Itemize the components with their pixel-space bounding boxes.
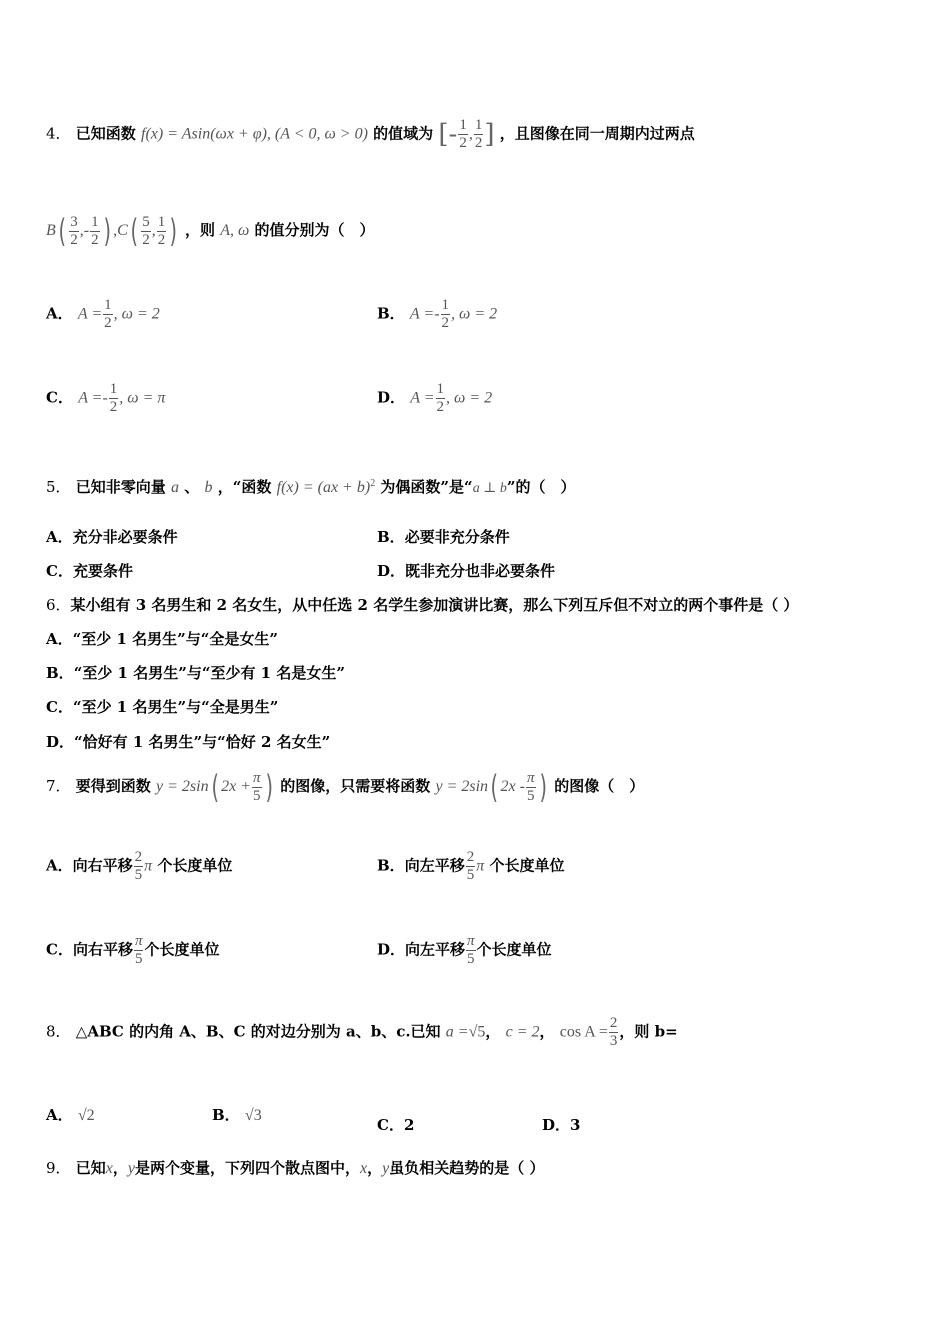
q6-option-a[interactable]: A．“至少 1 名男生”与“全是女生” <box>46 630 279 648</box>
q5-option-b[interactable]: B．必要非充分条件 <box>377 528 510 546</box>
question-4-stem: 4． 已知函数 f(x) = Asin(ωx + φ), (A < 0, ω > 0) 的值域为 [- $\frac{1}{2}$ , $\frac{1}{2}$ ] ，且图像在同一周期内过两点 <box>46 117 695 151</box>
q5-option-d[interactable]: D．既非充分也非必要条件 <box>377 562 556 580</box>
q8-option-a[interactable]: A． √2 <box>46 1106 95 1124</box>
q6-option-c[interactable]: C．“至少 1 名男生”与“全是男生” <box>46 698 279 716</box>
question-8-stem: 8． △ABC 的内角 A、B、C 的对边分别为 a、b、c.已知 a =√5， c = 2， cos A = $\frac{2}{3}$ ，则 b= <box>46 1015 678 1049</box>
q7-option-b[interactable]: B．向左平移 $\frac{2}{5}$ π 个长度单位 <box>377 849 565 883</box>
function-formula: f(x) = (ax + b) <box>276 479 371 496</box>
q5-option-a[interactable]: A．充分非必要条件 <box>46 528 178 546</box>
q6-option-d[interactable]: D．“恰好有 1 名男生”与“恰好 2 名女生” <box>46 733 331 751</box>
q7-option-c[interactable]: C．向右平移 $\frac{\pi}{5}$ 个长度单位 <box>46 933 220 967</box>
q4-option-b[interactable]: B． A =- $\frac{1}{2}$ , ω = 2 <box>377 297 498 331</box>
q8-option-d[interactable]: D．3 <box>542 1116 581 1134</box>
q8-option-b[interactable]: B． √3 <box>212 1106 262 1124</box>
question-5-stem: 5． 已知非零向量 a 、 b ，“函数 f(x) = (ax + b)$^2$ 为偶函数”是“a ⊥ b”的（ ） <box>46 478 576 496</box>
q4-option-c[interactable]: C． A =- $\frac{1}{2}$ , ω = π <box>46 381 166 415</box>
q4-option-d[interactable]: D． A = $\frac{1}{2}$ , ω = 2 <box>377 381 493 415</box>
question-4-points: B( $\frac{3}{2}$ ,- $\frac{1}{2}$ ) ,C( $\frac{5}{2}$ , $\frac{1}{2}$ ) ，则 A, ω 的值分别为（ ） <box>46 212 375 250</box>
q8-option-c[interactable]: C．2 <box>377 1116 415 1134</box>
q5-option-c[interactable]: C．充要条件 <box>46 562 133 580</box>
question-9-stem: 9． 已知x，y是两个变量，下列四个散点图中，x，y虽负相关趋势的是（ ） <box>46 1159 545 1177</box>
question-number: 4． <box>46 124 71 143</box>
q4-option-a[interactable]: A． A = $\frac{1}{2}$ , ω = 2 <box>46 297 160 331</box>
q7-option-a[interactable]: A．向右平移 $\frac{2}{5}$ π 个长度单位 <box>46 849 233 883</box>
function-formula: f(x) = Asin(ωx + φ), (A < 0, ω > 0) <box>141 125 368 143</box>
q7-option-d[interactable]: D．向左平移 $\frac{\pi}{5}$ 个长度单位 <box>377 933 552 967</box>
question-6-stem: 6．某小组有 3 名男生和 2 名女生，从中任选 2 名学生参加演讲比赛，那么下列互斥但不对立的两个事件是（ ） <box>46 596 799 614</box>
q6-option-b[interactable]: B．“至少 1 名男生”与“至少有 1 名是女生” <box>46 664 345 682</box>
question-7-stem: 7． 要得到函数 y = 2sin( 2x + $\frac{\pi}{5}$ ) 的图像，只需要将函数 y = 2sin( 2x - $\frac{\pi}{5}$ ) 的图像（ ） <box>46 768 645 806</box>
